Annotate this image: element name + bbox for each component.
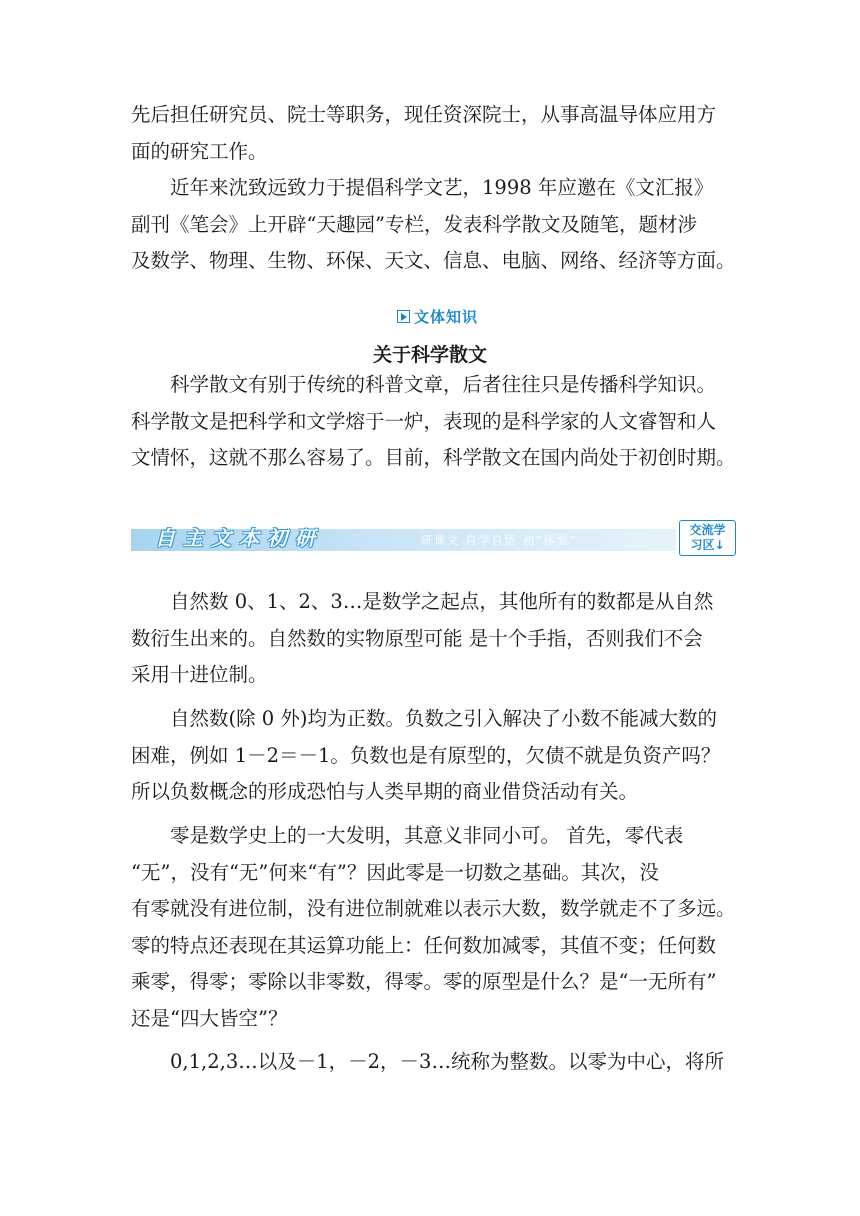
body-paragraph-3 bbox=[131, 818, 736, 1037]
body-paragraph-4 bbox=[131, 1044, 731, 1081]
banner-title: 自主文本初研 bbox=[155, 526, 323, 550]
text-line: 先后担任研究员、院士等职务，现任资深院士，从事高温导体应用方 bbox=[131, 103, 717, 126]
body-paragraph-2 bbox=[131, 701, 731, 811]
text-line: 有零就没有进位制，没有进位制就难以表示大数，数学就走不了多远。 bbox=[131, 897, 736, 920]
genre-paragraph bbox=[131, 367, 736, 477]
badge-line: 习区↓ bbox=[690, 538, 725, 552]
genre-tag-label: 文体知识 bbox=[414, 308, 479, 326]
body-paragraph-1 bbox=[131, 584, 731, 694]
section-heading: 关于科学散文 bbox=[372, 344, 487, 366]
text-line: “无”，没有“无”何来“有”？因此零是一切数之基础。其次，没 bbox=[131, 860, 659, 884]
text-line: 乘零，得零；零除以非零数，得零。零的原型是什么？是“一无所有” bbox=[131, 970, 717, 993]
text-line: 零的特点还表现在其运算功能上：任何数加减零，其值不变；任何数 bbox=[131, 933, 717, 957]
genre-knowledge-tag bbox=[397, 306, 478, 327]
text-line: 及数学、物理、生物、环保、天文、信息、电脑、网络、经济等方面。 bbox=[131, 249, 736, 272]
text-line: 科学散文有别于传统的科普文章，后者往往只是传播科学知识。 bbox=[131, 373, 717, 396]
exchange-area-badge[interactable] bbox=[679, 520, 736, 556]
text-line: 0,1,2,3…以及－1，－2，－3…统称为整数。以零为中心，将所 bbox=[131, 1050, 724, 1073]
banner-subtitle: 研课文 自学自悟 初“体验” bbox=[421, 534, 578, 547]
text-line: 自然数(除 0 外)均为正数。负数之引入解决了小数不能减大数的 bbox=[131, 707, 718, 730]
badge-line: 交流学 bbox=[689, 523, 726, 537]
play-icon bbox=[397, 310, 410, 323]
text-line: 零是数学史上的一大发明，其意义非同小可。 首先，零代表 bbox=[131, 824, 684, 847]
text-line: 自然数 0、1、2、3…是数学之起点，其他所有的数都是从自然 bbox=[131, 590, 714, 613]
text-line: 还是“四大皆空”？ bbox=[131, 1006, 288, 1030]
section-banner bbox=[131, 520, 736, 556]
text-line: 副刊《笔会》上开辟“天趣园”专栏，发表科学散文及随笔，题材涉 bbox=[131, 212, 697, 236]
text-line: 面的研究工作。 bbox=[131, 139, 268, 163]
intro-paragraph bbox=[131, 97, 736, 280]
text-line: 科学散文是把科学和文学熔于一炉，表现的是科学家的人文睿智和人 bbox=[131, 409, 717, 433]
text-line: 文情怀，这就不那么容易了。目前，科学散文在国内尚处于初创时期。 bbox=[131, 446, 736, 469]
text-line: 近年来沈致远致力于提倡科学文艺，1998 年应邀在《文汇报》 bbox=[131, 176, 714, 199]
text-line: 困难，例如 1－2＝－1。负数也是有原型的，欠债不就是负资产吗？ bbox=[131, 743, 721, 767]
text-line: 数衍生出来的。自然数的实物原型可能 是十个手指，否则我们不会 bbox=[131, 626, 703, 650]
text-line: 所以负数概念的形成恐怕与人类早期的商业借贷活动有关。 bbox=[131, 780, 639, 803]
text-line: 采用十进位制。 bbox=[131, 663, 268, 686]
